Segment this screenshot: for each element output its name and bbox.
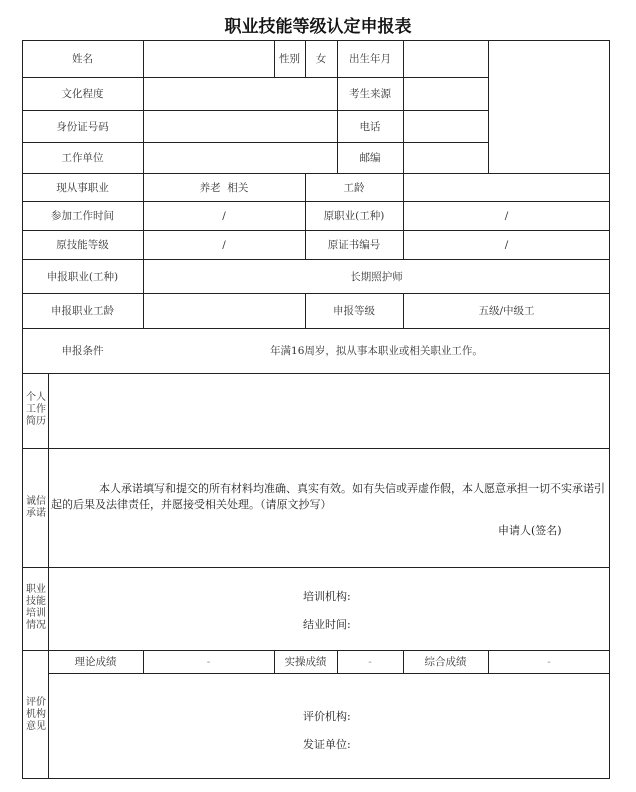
apply-years-field[interactable]: [143, 293, 305, 328]
training-label-line: 技能: [26, 596, 46, 607]
phone-label: 电话: [359, 120, 381, 133]
gender-field[interactable]: 女: [315, 53, 327, 65]
practical-score-field[interactable]: -: [368, 655, 372, 668]
row-divider: [48, 673, 610, 674]
id-field[interactable]: [143, 110, 337, 142]
issuer-label: 发证单位:: [303, 738, 351, 751]
apply-level-field[interactable]: 五级/中级工: [478, 305, 535, 317]
condition-field: 年满16周岁，拟从事本职业或相关职业工作。: [270, 345, 483, 357]
photo-area[interactable]: [488, 40, 610, 173]
theory-score-label: 理论成绩: [74, 656, 117, 668]
training-label: [23, 584, 49, 632]
resume-label-line: 工作: [26, 404, 46, 415]
condition-label: 申报条件: [61, 345, 104, 357]
current-job-label: 现从事职业: [56, 181, 109, 194]
training-institution-label: 培训机构:: [303, 590, 351, 603]
form-title: 职业技能等级认定申报表: [224, 17, 412, 37]
practical-score-label: 实操成绩: [284, 656, 327, 668]
signature-label: 申请人(签名): [498, 524, 562, 537]
apply-level-label: 申报等级: [333, 305, 375, 317]
resume-label-line: 简历: [26, 416, 46, 427]
current-job-field[interactable]: 养老 相关: [199, 181, 249, 194]
pledge-text: 本人承诺填写和提交的所有材料均准确、真实有效。如有失信或弄虚作假，本人愿意承担一切不实承诺引起的后果及法律责任，并愿接受相关处理。（请原文抄写）: [51, 482, 605, 511]
row-divider: [22, 567, 610, 568]
orig-level-field[interactable]: /: [222, 238, 226, 251]
orig-job-field[interactable]: /: [504, 209, 509, 222]
birth-field[interactable]: [403, 40, 488, 77]
row-divider: [22, 448, 610, 449]
overall-score-field[interactable]: -: [547, 655, 551, 668]
theory-score-field[interactable]: -: [206, 655, 211, 668]
evaluation-label: [23, 697, 49, 733]
apply-job-label: 申报职业(工种): [46, 270, 119, 283]
postcode-label: 邮编: [359, 152, 381, 164]
start-work-label: 参加工作时间: [51, 210, 114, 222]
source-field[interactable]: [403, 77, 488, 110]
pledge-label: [23, 496, 49, 520]
phone-field[interactable]: [403, 110, 488, 142]
name-label: 姓名: [72, 53, 93, 65]
start-work-field[interactable]: /: [222, 209, 226, 222]
training-label-line: 培训: [26, 608, 46, 619]
evaluation-institution-label: 评价机构:: [303, 710, 351, 723]
evaluation-label-line: 评价: [26, 697, 46, 708]
postcode-field[interactable]: [403, 142, 488, 173]
pledge-label-line: 诚信: [26, 496, 46, 507]
resume-field[interactable]: [48, 373, 610, 448]
id-label: 身份证号码: [56, 120, 109, 133]
apply-job-field[interactable]: 长期照护师: [350, 270, 403, 283]
training-label-line: 职业: [26, 584, 46, 595]
employer-label: 工作单位: [61, 152, 104, 164]
seniority-label: 工龄: [343, 181, 365, 194]
gender-label: 性别: [279, 53, 300, 65]
evaluation-label-line: 意见: [26, 721, 46, 732]
source-label: 考生来源: [349, 88, 391, 100]
pledge-label-line: 承诺: [26, 508, 46, 519]
orig-cert-label: 原证书编号: [327, 239, 381, 251]
birth-label: 出生年月: [349, 53, 391, 65]
training-label-line: 情况: [26, 620, 46, 631]
orig-job-label: 原职业(工种): [323, 210, 385, 222]
orig-level-label: 原技能等级: [56, 239, 109, 251]
seniority-field[interactable]: [403, 173, 610, 201]
apply-years-label: 申报职业工龄: [51, 305, 114, 317]
evaluation-label-line: 机构: [26, 709, 46, 720]
overall-score-label: 综合成绩: [424, 656, 467, 668]
resume-label: [23, 392, 49, 428]
orig-cert-field[interactable]: /: [504, 238, 509, 251]
employer-field[interactable]: [143, 142, 337, 173]
resume-label-line: 个人: [26, 392, 46, 403]
name-field[interactable]: [143, 40, 274, 77]
education-label: 文化程度: [61, 88, 104, 100]
education-field[interactable]: [143, 77, 337, 110]
training-completion-label: 结业时间:: [303, 618, 351, 631]
